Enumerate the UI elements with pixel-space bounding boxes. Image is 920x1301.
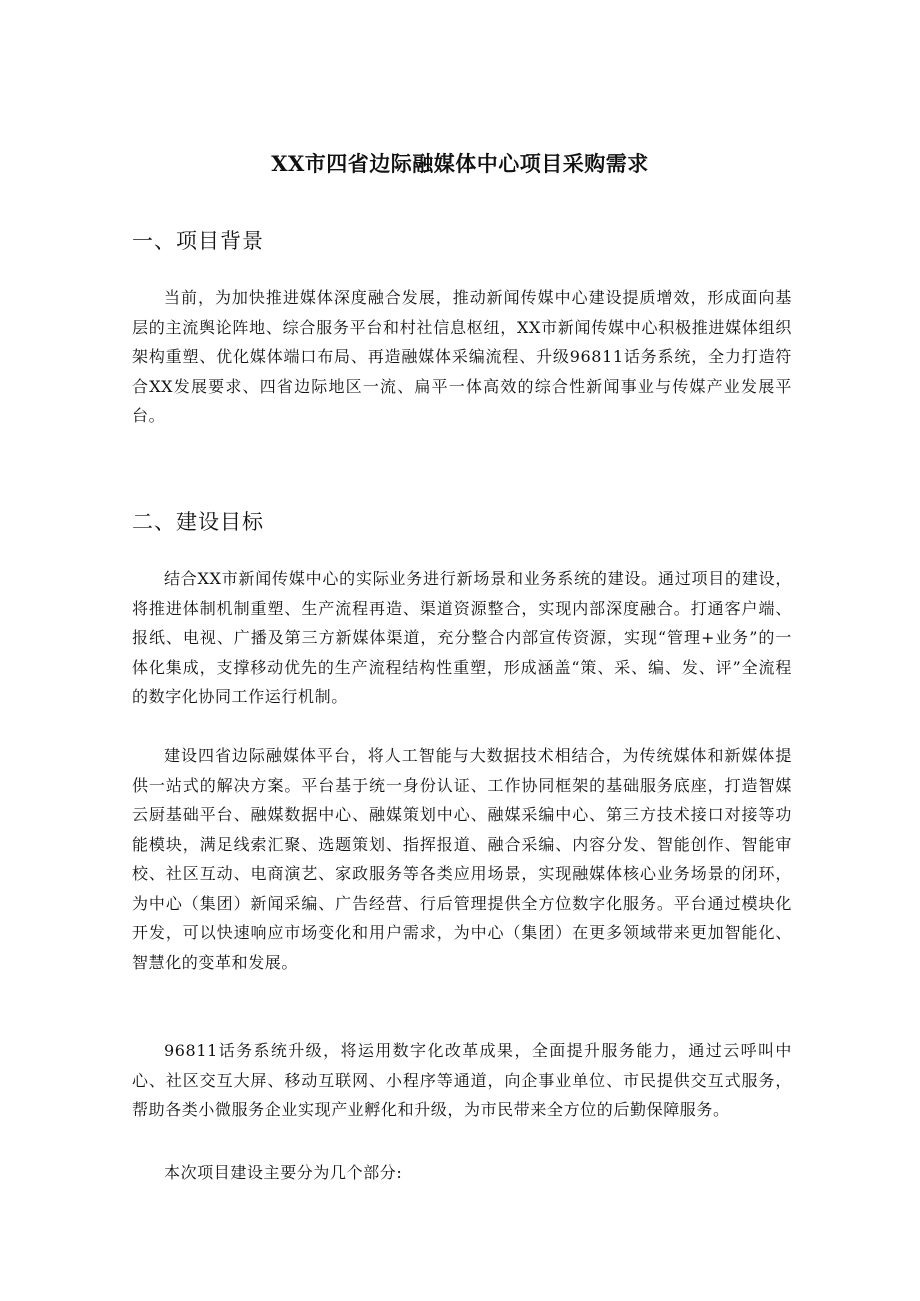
paragraph-background: 当前，为加快推进媒体深度融合发展，推动新闻传媒中心建设提质增效，形成面向基层的主流舆论阵地、综合服务平台和村社信息枢纽，XX市新闻传媒中心积极推进媒体组织架构重塑、优化媒体端口布局、再造融媒体采编流程、升级96811话务系统，全力打造符合XX发展要求、四省边际地区一流、扁平一体高效的综合性新闻事业与传媒产业发展平台。 [132,288,792,425]
paragraph-goals-4: 本次项目建设主要分为几个部分: [164,1163,403,1182]
document-title: XX市四省边际融媒体中心项目采购需求 [271,151,649,176]
paragraph-goals-1: 结合XX市新闻传媒中心的实际业务进行新场景和业务系统的建设。通过项目的建设，将推进体制机制重塑、生产流程再造、渠道资源整合，实现内部深度融合。打通客户端、报纸、电视、广播及第三方新媒体渠道，充分整合内部宣传资源，实现“管理+业务”的一体化集成，支撑移动优先的生产流程结构性重塑，形成涵盖“策、采、编、发、评”全流程的数字化协同工作运行机制。 [132,569,792,706]
paragraph-goals-2: 建设四省边际融媒体平台，将人工智能与大数据技术相结合，为传统媒体和新媒体提供一站式的解决方案。平台基于统一身份认证、工作协同框架的基础服务底座，打造智媒云厨基础平台、融媒数据中心、融媒策划中心、融媒采编中心、第三方技术接口对接等功能模块，满足线索汇聚、选题策划、指挥报道、融合采编、内容分发、智能创作、智能审校、社区互动、电商演艺、家政服务等各类应用场景，实现融媒体核心业务场景的闭环，为中心（集团）新闻采编、广告经营、行后管理提供全方位数字化服务。平台通过模块化开发，可以快速响应市场变化和用户需求，为中心（集团）在更多领域带来更加智能化、智慧化的变革和发展。 [132,746,792,972]
paragraph-goals-3: 96811话务系统升级，将运用数字化改革成果，全面提升服务能力，通过云呼叫中心、社区交互大屏、移动互联网、小程序等通道，向企事业单位、市民提供交互式服务，帮助各类小微服务企业实现产业孵化和升级，为市民带来全方位的后勤保障服务。 [132,1041,792,1119]
section-heading-background: 一、项目背景 [132,229,264,253]
section-heading-goals: 二、建设目标 [132,510,264,534]
